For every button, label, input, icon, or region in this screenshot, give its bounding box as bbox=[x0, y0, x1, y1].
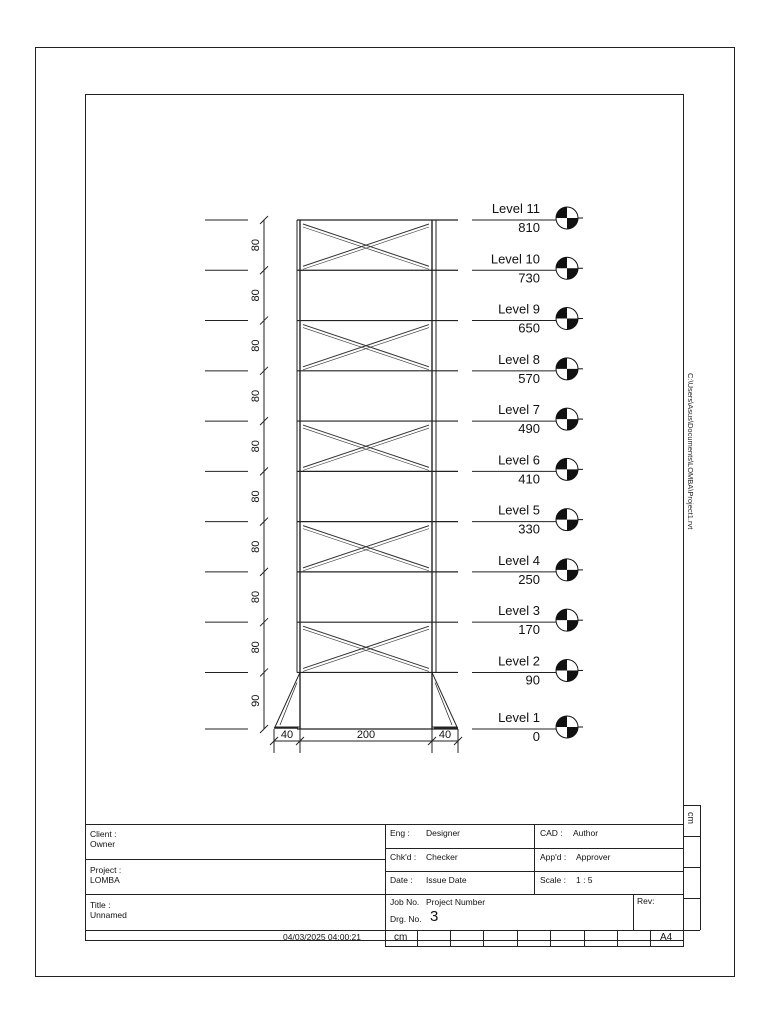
dimension-text: 80 bbox=[250, 590, 262, 604]
horizontal-dimensions bbox=[270, 729, 462, 753]
level-symbol-quadrant bbox=[556, 358, 567, 369]
level-elevation: 250 bbox=[518, 571, 540, 587]
date-value: Issue Date bbox=[426, 875, 467, 885]
level-symbol-quadrant bbox=[567, 268, 578, 279]
level-name: Level 8 bbox=[498, 351, 540, 367]
rev-label: Rev: bbox=[637, 896, 655, 906]
level-symbol-quadrant bbox=[567, 570, 578, 581]
cad-label: CAD : bbox=[540, 828, 563, 838]
dimension-text: 80 bbox=[250, 289, 262, 302]
appd-label: App'd : bbox=[540, 852, 567, 862]
level-symbol-quadrant bbox=[567, 520, 578, 531]
job-value: Project Number bbox=[426, 897, 486, 907]
level-elevation: 650 bbox=[518, 320, 540, 336]
drg-label: Drg. No. bbox=[390, 914, 422, 924]
level-markers bbox=[491, 201, 583, 744]
level-symbol-quadrant bbox=[567, 319, 578, 330]
eng-value: Designer bbox=[426, 828, 461, 838]
level-name: Level 2 bbox=[498, 653, 540, 669]
chkd-label: Chk'd : bbox=[390, 852, 417, 862]
level-symbol-quadrant bbox=[556, 609, 567, 620]
level-name: Level 9 bbox=[498, 301, 540, 317]
level-symbol-quadrant bbox=[567, 727, 578, 738]
level-symbol-quadrant bbox=[567, 469, 578, 480]
level-symbol-quadrant bbox=[556, 716, 567, 727]
dimension-text: 80 bbox=[250, 440, 262, 453]
level-symbol-quadrant bbox=[567, 419, 578, 430]
outrigger-right-inner bbox=[435, 682, 452, 725]
scale-value: 1 : 5 bbox=[576, 875, 593, 885]
file-path-text: C:\Users\Asus\Documents\LOMBA\Project1.rvt bbox=[686, 373, 695, 530]
level-elevation: 490 bbox=[518, 421, 540, 437]
level-elevation: 570 bbox=[518, 370, 540, 386]
date-label: Date : bbox=[390, 875, 413, 885]
level-symbol-quadrant bbox=[567, 620, 578, 631]
level-symbol-quadrant bbox=[556, 408, 567, 419]
units-cell: cm bbox=[394, 932, 408, 943]
project-value: LOMBA bbox=[90, 875, 120, 885]
level-symbol-quadrant bbox=[556, 257, 567, 268]
level-elevation: 730 bbox=[518, 270, 540, 286]
dimension-text: 200 bbox=[356, 729, 376, 741]
dimension-text: 40 bbox=[438, 729, 452, 741]
cad-value: Author bbox=[573, 828, 599, 838]
level-name: Level 5 bbox=[498, 502, 540, 518]
client-label: Client : bbox=[90, 829, 117, 839]
chkd-value: Checker bbox=[426, 852, 458, 862]
title-label: Title : bbox=[90, 900, 111, 910]
appd-value: Approver bbox=[576, 852, 611, 862]
dimension-text: 40 bbox=[280, 729, 294, 741]
dimension-text: 90 bbox=[250, 694, 262, 707]
level-symbol-quadrant bbox=[556, 207, 567, 218]
level-name: Level 3 bbox=[498, 603, 540, 619]
level-symbol-quadrant bbox=[556, 308, 567, 319]
level-name: Level 6 bbox=[498, 452, 540, 468]
title-value: Unnamed bbox=[90, 910, 127, 920]
level-name: Level 7 bbox=[498, 402, 540, 418]
side-units-text: cm bbox=[686, 812, 696, 824]
eng-label: Eng : bbox=[390, 828, 410, 838]
level-elevation: 410 bbox=[518, 471, 540, 487]
client-value: Owner bbox=[90, 839, 116, 849]
dimension-text: 80 bbox=[250, 490, 262, 503]
dimension-text: 80 bbox=[250, 641, 262, 654]
dimension-text: 80 bbox=[250, 239, 262, 252]
drawing-frame bbox=[86, 95, 684, 941]
job-label: Job No. bbox=[390, 897, 420, 907]
paper-size-cell: A4 bbox=[660, 932, 673, 943]
scale-label: Scale : bbox=[540, 875, 566, 885]
timestamp-text: 04/03/2025 04:00:21 bbox=[283, 932, 361, 942]
level-elevation: 330 bbox=[518, 521, 540, 537]
outrigger-left bbox=[275, 672, 300, 727]
outrigger-right bbox=[432, 672, 457, 727]
level-name: Level 11 bbox=[491, 201, 540, 216]
project-label: Project : bbox=[90, 865, 122, 875]
level-name: Level 4 bbox=[498, 552, 540, 568]
level-symbol-quadrant bbox=[567, 369, 578, 380]
level-symbol-quadrant bbox=[556, 559, 567, 570]
level-elevation: 810 bbox=[518, 220, 540, 235]
level-symbol-quadrant bbox=[556, 458, 567, 469]
dimension-text: 80 bbox=[250, 389, 262, 403]
drg-value: 3 bbox=[430, 908, 439, 925]
outrigger-left-inner bbox=[280, 682, 297, 725]
level-symbol-quadrant bbox=[556, 659, 567, 670]
vertical-dimensions bbox=[250, 216, 268, 733]
dimension-text: 80 bbox=[250, 339, 262, 352]
level-name: Level 10 bbox=[490, 251, 540, 267]
dimension-text: 80 bbox=[250, 540, 262, 553]
level-symbol-quadrant bbox=[567, 670, 578, 681]
level-symbol-quadrant bbox=[556, 509, 567, 520]
level-elevation: 0 bbox=[532, 729, 540, 744]
level-name: Level 1 bbox=[498, 710, 540, 725]
level-elevation: 170 bbox=[518, 622, 540, 638]
level-elevation: 90 bbox=[525, 672, 540, 688]
level-symbol-quadrant bbox=[567, 218, 578, 229]
